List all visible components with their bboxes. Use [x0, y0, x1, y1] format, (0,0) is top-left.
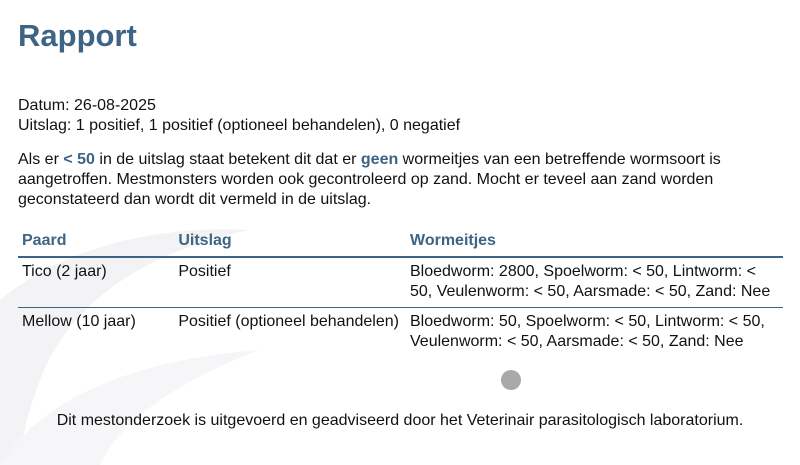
explanation-text-1: Als er	[18, 151, 64, 168]
explanation-highlight-none: geen	[360, 151, 399, 168]
table-row	[18, 308, 783, 358]
cell-eggs: Bloedworm: 2800, Spoelworm: < 50, Lintworm: < 50, Veulenworm: < 50, Aarsmade: < 50, Zand: Nee	[406, 257, 783, 308]
table-header-row	[18, 228, 783, 257]
explanation-text-2: in de uitslag staat betekent dit dat er	[94, 151, 361, 168]
cell-result: Positief	[174, 257, 406, 308]
explanation-text-3: wormeitjes van een betreffende wormsoort is aangetroffen. Mestmonsters worden ook gecontroleerd op zand. Mocht er teveel aan zand worden geconstateerd dan wordt dit vermeld in de uitslag.	[18, 151, 721, 208]
cell-horse: Tico (2 jaar)	[18, 257, 174, 308]
page-title: Rapport	[18, 18, 137, 53]
cell-eggs: Bloedworm: 50, Spoelworm: < 50, Lintworm: < 50, Veulenworm: < 50, Aarsmade: < 50, Zand: Nee	[410, 313, 765, 350]
report-date: Datum: 26-08-2025	[18, 97, 156, 114]
report-summary: Uitslag: 1 positief, 1 positief (optioneel behandelen), 0 negatief	[18, 117, 461, 134]
header-horse: Paard	[18, 228, 174, 257]
header-eggs: Wormeitjes	[406, 228, 783, 257]
report-meta	[18, 96, 782, 136]
explanation-paragraph	[18, 150, 788, 210]
table-row	[18, 257, 783, 308]
cell-horse: Mellow (10 jaar)	[22, 313, 136, 330]
footer-note: Dit mestonderzoek is uitgevoerd en geadviseerd door het Veterinair parasitologisch laboratorium.	[56, 412, 744, 429]
cursor-dot	[501, 370, 521, 390]
cell-result: Positief (optioneel behandelen)	[178, 313, 399, 330]
results-table	[18, 228, 783, 357]
explanation-highlight-threshold: < 50	[63, 151, 95, 168]
header-result: Uitslag	[174, 228, 406, 257]
